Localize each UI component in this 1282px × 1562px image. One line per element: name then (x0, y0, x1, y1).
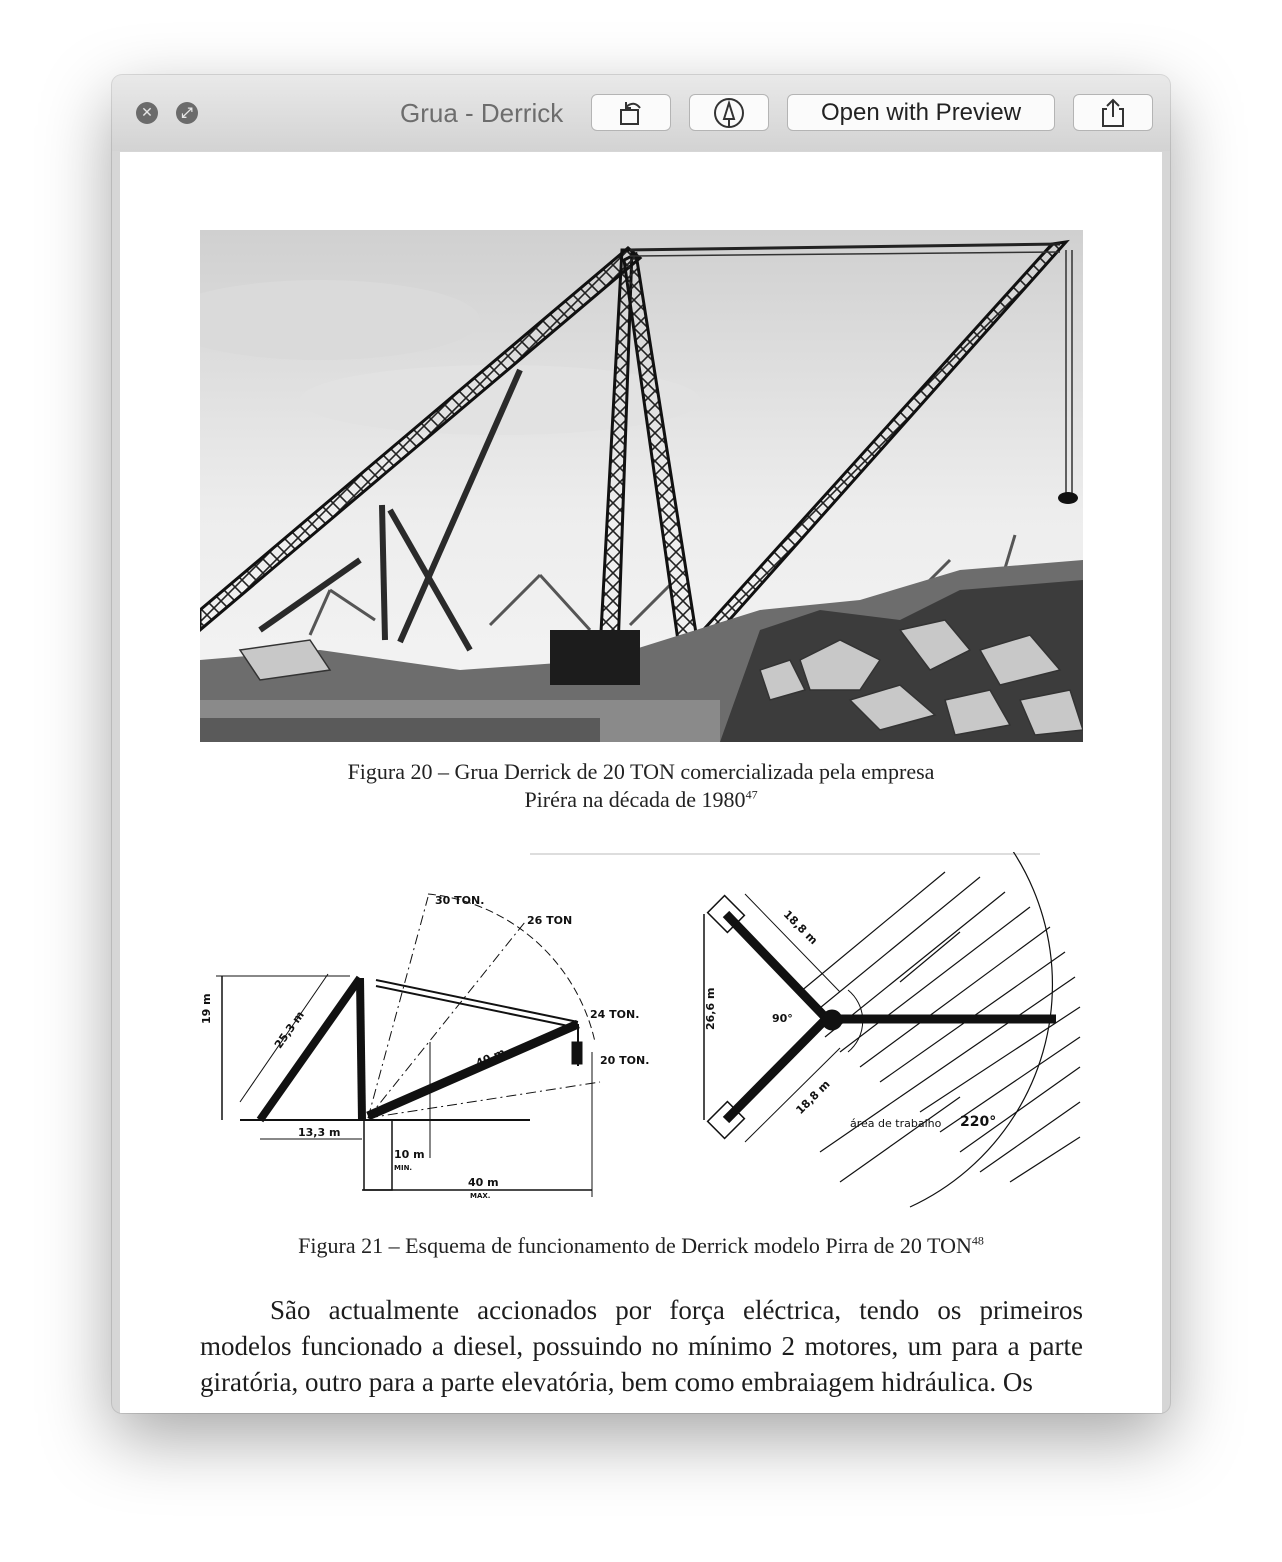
rotate-left-icon (616, 98, 646, 128)
label-30ton: 30 TON. (435, 894, 485, 907)
label-18-8m-bottom: 18,8 m (793, 1077, 833, 1117)
label-90deg: 90° (772, 1012, 793, 1025)
figure20-caption (120, 758, 1162, 814)
figure20-caption-line2 (120, 786, 1162, 814)
document-page[interactable] (120, 152, 1162, 1413)
figure20-caption-line2-text: Piréra na década de 1980 (524, 787, 746, 812)
label-work-area: área de trabalho (850, 1117, 942, 1130)
label-25-3m: 25,3 m (271, 1008, 307, 1051)
rotate-button[interactable] (591, 94, 671, 131)
figure20-caption-line1: Figura 20 – Grua Derrick de 20 TON comercializada pela empresa (347, 759, 935, 784)
body-paragraph: São actualmente accionados por força eléctrica, tendo os primeiros modelos funcionado a diesel, possuindo no mínimo 2 motores, um para a parte giratória, outro para a parte elevatória, bem como embraiagem hidráulica. Os (200, 1295, 1083, 1397)
body-text (200, 1292, 1083, 1400)
label-24ton: 24 TON. (590, 1008, 640, 1021)
label-13-3m: 13,3 m (298, 1126, 341, 1139)
fullscreen-icon[interactable]: ⤢ (176, 102, 198, 124)
label-220deg: 220° (960, 1114, 997, 1130)
share-button[interactable] (1073, 94, 1153, 131)
markup-pen-icon (713, 97, 745, 129)
share-icon (1099, 97, 1127, 129)
open-with-preview-button[interactable]: Open with Preview (787, 94, 1055, 131)
derrick-crane-photo (200, 230, 1083, 742)
label-40m-max: 40 m (468, 1176, 499, 1189)
figure21-caption (120, 1232, 1162, 1260)
figure20-footnote: 47 (745, 787, 758, 802)
label-10m: 10 m (394, 1148, 425, 1161)
label-19m: 19 m (200, 993, 213, 1024)
label-max: MAX. (470, 1192, 491, 1200)
label-min: MIN. (394, 1164, 413, 1172)
label-40m-boom: 40 m (473, 1045, 508, 1071)
label-20ton: 20 TON. (600, 1054, 650, 1067)
label-18-8m-top: 18,8 m (780, 907, 821, 948)
label-26ton: 26 TON (527, 914, 573, 927)
figure21-footnote: 48 (971, 1233, 984, 1248)
label-26-6m: 26,6 m (704, 987, 717, 1030)
window-title: Grua - Derrick (400, 98, 564, 128)
figure21-caption-text: Figura 21 – Esquema de funcionamento de Derrick modelo Pirra de 20 TON (298, 1233, 972, 1258)
derrick-diagram (200, 852, 1083, 1222)
quicklook-window (112, 75, 1170, 1413)
title-bar (112, 75, 1170, 151)
close-icon[interactable]: ✕ (136, 102, 158, 124)
markup-button[interactable] (689, 94, 769, 131)
